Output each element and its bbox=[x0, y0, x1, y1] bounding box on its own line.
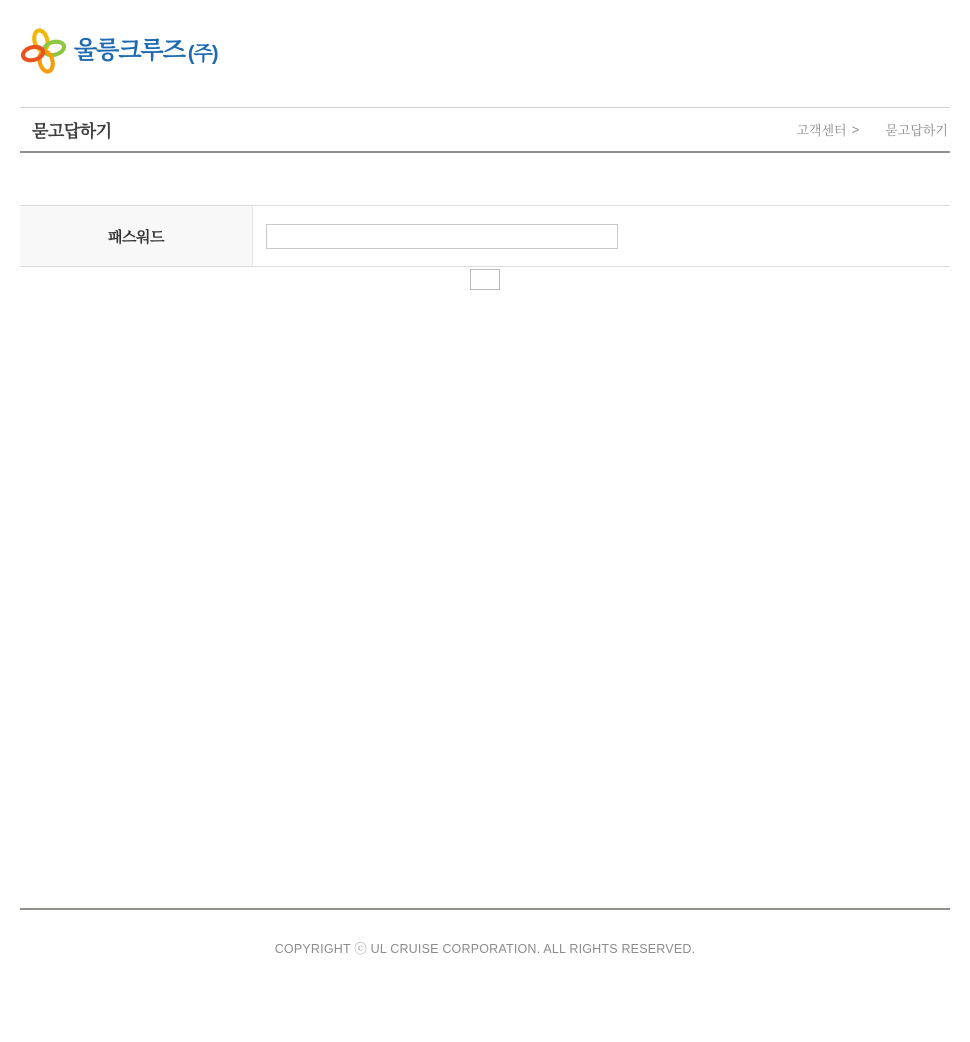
page-title: 묻고답하기 bbox=[32, 122, 112, 141]
breadcrumb-parent[interactable]: 고객센터 bbox=[796, 123, 847, 138]
breadcrumb-separator-icon: > bbox=[851, 122, 860, 137]
logo-company-name: 울릉크루즈 bbox=[74, 37, 185, 64]
page-title-bar bbox=[20, 107, 950, 153]
site-header bbox=[20, 27, 218, 77]
breadcrumb-current: 묻고답하기 bbox=[885, 123, 948, 138]
password-input[interactable] bbox=[266, 224, 618, 249]
password-label: 패스워드 bbox=[108, 228, 164, 246]
logo[interactable] bbox=[20, 27, 218, 75]
copyright-text: COPYRIGHT ⓒ UL CRUISE CORPORATION. ALL RIGHTS RESERVED. bbox=[274, 942, 696, 956]
pinwheel-flower-icon bbox=[20, 27, 67, 75]
breadcrumb bbox=[796, 120, 948, 139]
logo-company-suffix: (주) bbox=[187, 42, 218, 65]
password-form-table bbox=[20, 205, 950, 267]
submit-button[interactable] bbox=[470, 269, 500, 290]
password-label-cell bbox=[20, 206, 253, 266]
page-footer bbox=[20, 908, 950, 957]
password-input-cell bbox=[253, 206, 950, 266]
button-row bbox=[20, 269, 950, 294]
